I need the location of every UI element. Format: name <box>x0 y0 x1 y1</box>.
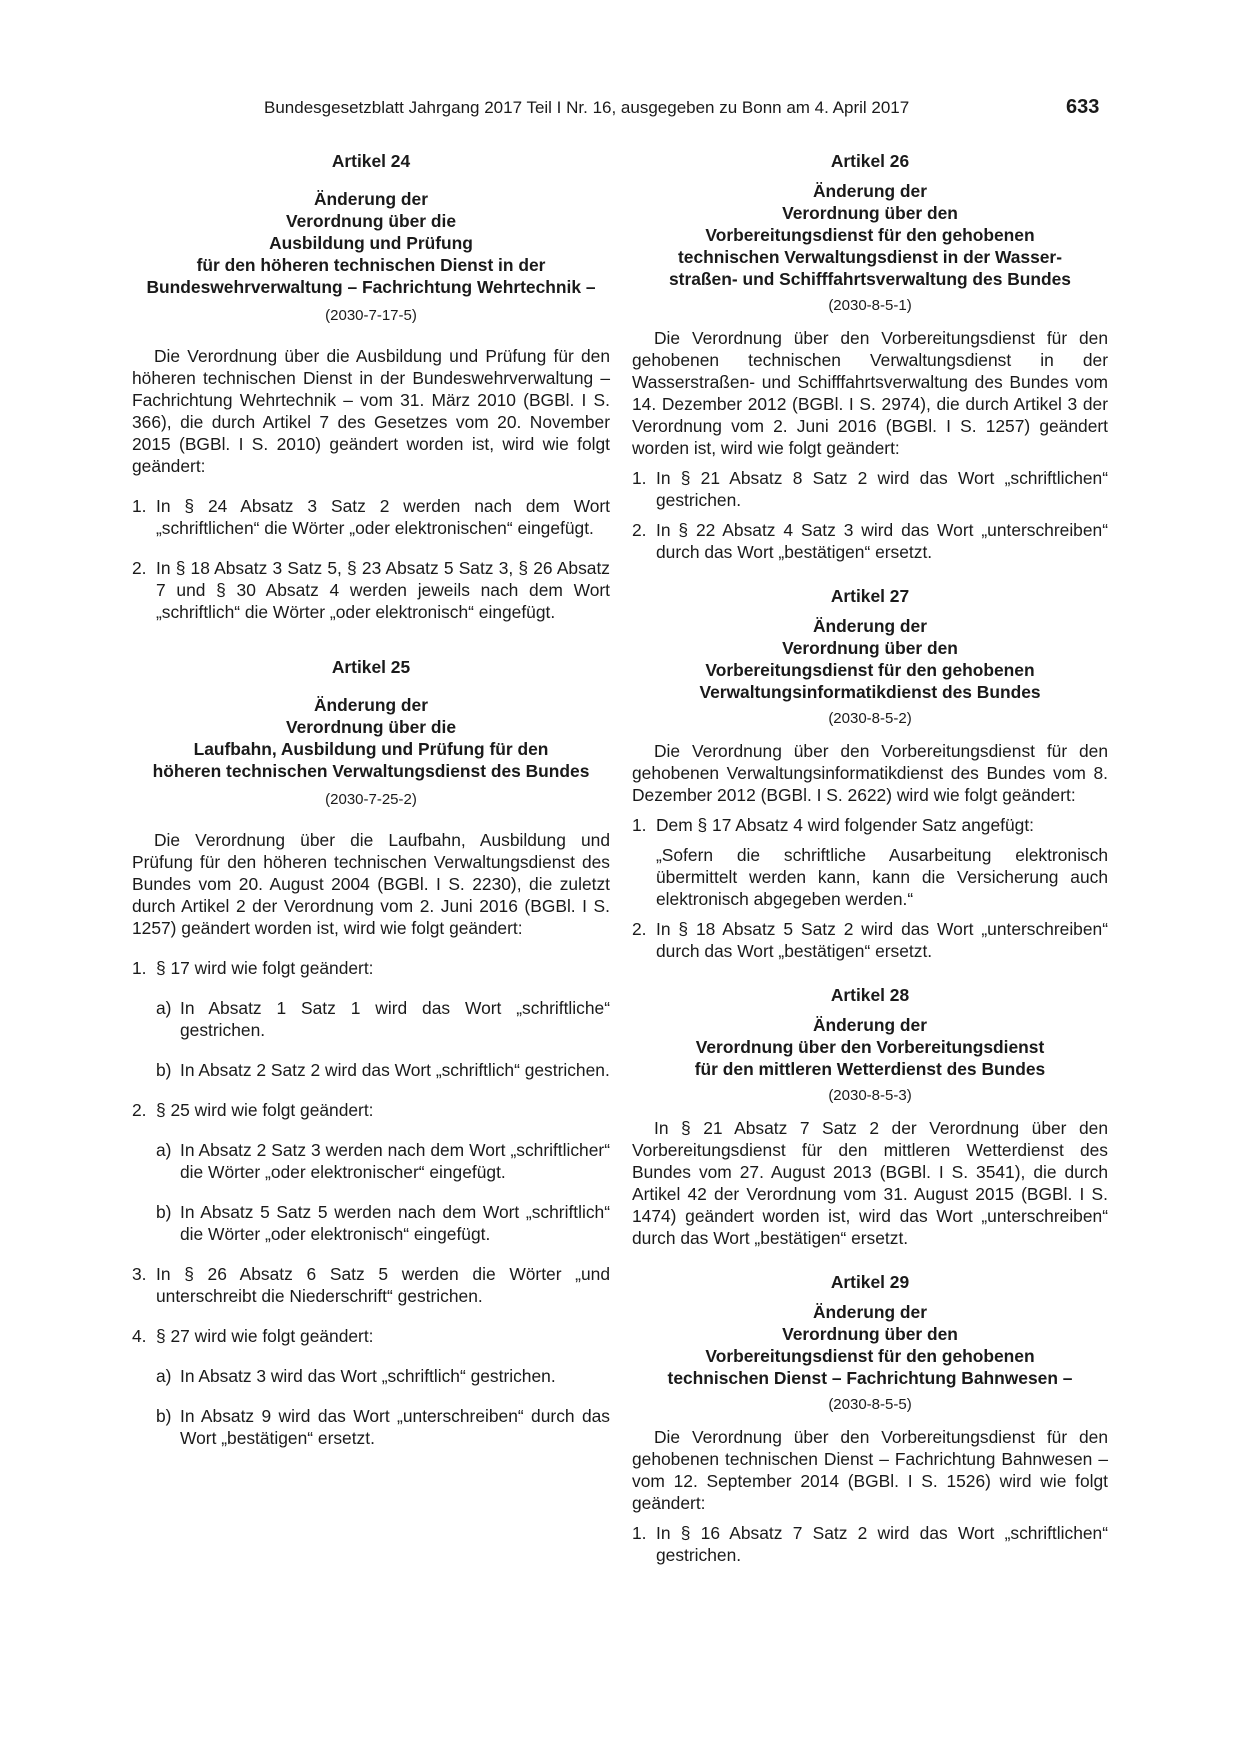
article-intro: Die Verordnung über die Ausbildung und Prüfung für den höheren technischen Dienst in der Bundeswehrverwaltung – Fachrichtung Wehrtechnik – vom 31. März 2010 (BGBl. I S. 366), die durch Artikel 7 des Gesetzes vom 20. November 2015 (BGBl. I S. 2010) geändert worden ist, wird wie folgt geändert: <box>132 346 610 476</box>
article-code: (2030-8-5-1) <box>828 297 912 314</box>
article-title: Änderung der Verordnung über den Vorbereitungsdienst für den gehobenen technischen Verwaltungsdienst in der Wasser- straßen- und Schifffahrtsverwaltung des Bundes <box>669 181 1071 289</box>
article-code: (2030-8-5-3) <box>828 1087 912 1104</box>
list-item <box>132 495 610 539</box>
list-item <box>632 519 1108 563</box>
left-column <box>132 150 610 1449</box>
item-text: In § 24 Absatz 3 Satz 2 werden nach dem Wort „schriftlichen“ die Wörter „oder elektronischen“ eingefügt. <box>156 496 610 538</box>
item-text: In § 22 Absatz 4 Satz 3 wird das Wort „unterschreiben“ durch das Wort „bestätigen“ ersetzt. <box>656 520 1108 562</box>
item-number: 2. <box>132 558 147 578</box>
right-column <box>632 150 1108 1566</box>
item-text: Dem § 17 Absatz 4 wird folgender Satz angefügt: <box>656 815 1034 835</box>
article-title: Änderung der Verordnung über die Ausbildung und Prüfung für den höheren technischen Dienst in der Bundeswehrverwaltung – Fachrichtung Wehrtechnik – <box>146 189 596 297</box>
item-text: In Absatz 1 Satz 1 wird das Wort „schriftliche“ gestrichen. <box>180 998 610 1040</box>
article-code: (2030-7-25-2) <box>325 791 417 808</box>
sub-list-item <box>132 1201 610 1245</box>
article-title: Änderung der Verordnung über den Vorbereitungsdienst für den gehobenen Verwaltungsinformatikdienst des Bundes <box>699 616 1041 702</box>
sub-list-item <box>132 1405 610 1449</box>
article-intro: Die Verordnung über den Vorbereitungsdienst für den gehobenen technischen Verwaltungsdienst in der Wasserstraßen- und Schifffahrtsverwaltung des Bundes vom 14. Dezember 2012 (BGBl. I S. 2974), die durch Artikel 3 der Verordnung vom 2. Juni 2016 (BGBl. I S. 1257) geändert worden ist, wird wie folgt geändert: <box>632 328 1108 458</box>
article-number: Artikel 27 <box>830 586 910 606</box>
list-item <box>632 814 1108 836</box>
article-28 <box>632 984 1108 1249</box>
item-text: § 25 wird wie folgt geändert: <box>156 1100 374 1120</box>
article-intro: Die Verordnung über die Laufbahn, Ausbildung und Prüfung für den höheren technischen Verwaltungsdienst des Bundes vom 20. August 2004 (BGBl. I S. 2230), die zuletzt durch Artikel 2 der Verordnung vom 2. Juni 2016 (BGBl. I S. 1257) geändert worden ist, wird wie folgt geändert: <box>132 830 610 938</box>
quoted-sentence: „Sofern die schriftliche Ausarbeitung elektronisch übermittelt werden kann, kann die Versicherung auch elektronisch abgegeben werden.“ <box>656 845 1108 909</box>
sub-list-item <box>132 1365 610 1387</box>
item-number: 2. <box>632 919 647 939</box>
item-text: In Absatz 9 wird das Wort „unterschreiben“ durch das Wort „bestätigen“ ersetzt. <box>180 1406 610 1448</box>
item-text: In § 26 Absatz 6 Satz 5 werden die Wörter „und unterschreibt die Niederschrift“ gestrichen. <box>156 1264 610 1306</box>
item-number: 1. <box>632 468 647 488</box>
item-number: 2. <box>632 520 647 540</box>
item-text: In § 18 Absatz 5 Satz 2 wird das Wort „unterschreiben“ durch das Wort „bestätigen“ ersetzt. <box>656 919 1108 961</box>
article-intro: In § 21 Absatz 7 Satz 2 der Verordnung über den Vorbereitungsdienst für den mittleren Wetterdienst des Bundes vom 27. August 2013 (BGBl. I S. 3541), die durch Artikel 42 der Verordnung vom 31. August 2015 (BGBl. I S. 1474) geändert worden ist, wird das Wort „unterschreiben“ durch das Wort „bestätigen“ ersetzt. <box>632 1118 1108 1248</box>
list-item <box>132 1325 610 1347</box>
item-number: 3. <box>132 1264 147 1284</box>
article-26 <box>632 150 1108 563</box>
item-text: In § 16 Absatz 7 Satz 2 wird das Wort „schriftlichen“ gestrichen. <box>656 1523 1108 1565</box>
item-number: 1. <box>132 958 147 978</box>
list-item <box>132 1263 610 1307</box>
sub-list-item <box>132 997 610 1041</box>
list-item <box>132 957 610 979</box>
article-number: Artikel 29 <box>830 1272 910 1292</box>
item-text: In Absatz 5 Satz 5 werden nach dem Wort „schriftlich“ die Wörter „oder elektronisch“ eingefügt. <box>180 1202 610 1244</box>
list-item <box>632 918 1108 962</box>
article-number: Artikel 25 <box>331 657 411 677</box>
page-header <box>0 98 1241 124</box>
sub-list-item <box>132 1139 610 1183</box>
item-number: 1. <box>132 496 147 516</box>
item-number: 4. <box>132 1326 147 1346</box>
item-text: § 27 wird wie folgt geändert: <box>156 1326 374 1346</box>
article-29 <box>632 1271 1108 1566</box>
item-letter: b) <box>156 1406 172 1426</box>
article-code: (2030-8-5-2) <box>828 710 912 727</box>
page-number: 633 <box>1066 96 1100 118</box>
item-text: In Absatz 3 wird das Wort „schriftlich“ gestrichen. <box>180 1366 556 1386</box>
list-item <box>632 467 1108 511</box>
item-letter: a) <box>156 1140 172 1160</box>
item-text: In Absatz 2 Satz 2 wird das Wort „schriftlich“ gestrichen. <box>180 1060 610 1080</box>
article-24 <box>132 150 610 623</box>
article-intro: Die Verordnung über den Vorbereitungsdienst für den gehobenen Verwaltungsinformatikdienst des Bundes vom 8. Dezember 2012 (BGBl. I S. 2622) wird wie folgt geändert: <box>632 741 1108 805</box>
item-letter: a) <box>156 1366 172 1386</box>
running-title: Bundesgesetzblatt Jahrgang 2017 Teil I Nr. 16, ausgegeben zu Bonn am 4. April 2017 <box>264 98 910 117</box>
article-title: Änderung der Verordnung über den Vorbereitungsdienst für den gehobenen technischen Dienst – Fachrichtung Bahnwesen – <box>667 1302 1073 1388</box>
item-text: In § 21 Absatz 8 Satz 2 wird das Wort „schriftlichen“ gestrichen. <box>656 468 1108 510</box>
article-code: (2030-7-17-5) <box>325 307 417 324</box>
article-number: Artikel 26 <box>830 151 910 171</box>
item-number: 2. <box>132 1100 147 1120</box>
article-title: Änderung der Verordnung über den Vorbereitungsdienst für den mittleren Wetterdienst des Bundes <box>694 1015 1046 1079</box>
item-letter: b) <box>156 1202 172 1222</box>
list-item <box>132 1099 610 1121</box>
article-27 <box>632 585 1108 962</box>
item-text: In Absatz 2 Satz 3 werden nach dem Wort „schriftlicher“ die Wörter „oder elektronischer“ eingefügt. <box>180 1140 610 1182</box>
article-code: (2030-8-5-5) <box>828 1396 912 1413</box>
item-letter: b) <box>156 1060 172 1080</box>
article-title: Änderung der Verordnung über die Laufbahn, Ausbildung und Prüfung für den höheren technischen Verwaltungsdienst des Bundes <box>152 695 590 781</box>
item-number: 1. <box>632 1523 647 1543</box>
list-item <box>132 557 610 623</box>
article-number: Artikel 28 <box>830 985 910 1005</box>
item-number: 1. <box>632 815 647 835</box>
article-intro: Die Verordnung über den Vorbereitungsdienst für den gehobenen technischen Dienst – Fachrichtung Bahnwesen – vom 12. September 2014 (BGBl. I S. 1526) wird wie folgt geändert: <box>632 1427 1108 1513</box>
list-item <box>632 1522 1108 1566</box>
article-number: Artikel 24 <box>331 151 411 171</box>
item-text: In § 18 Absatz 3 Satz 5, § 23 Absatz 5 Satz 3, § 26 Absatz 7 und § 30 Absatz 4 werden jeweils nach dem Wort „schriftlich“ die Wörter „oder elektronisch“ eingefügt. <box>156 558 610 622</box>
article-25 <box>132 656 610 1449</box>
item-text: § 17 wird wie folgt geändert: <box>156 958 374 978</box>
sub-list-item <box>132 1059 610 1081</box>
item-letter: a) <box>156 998 172 1018</box>
